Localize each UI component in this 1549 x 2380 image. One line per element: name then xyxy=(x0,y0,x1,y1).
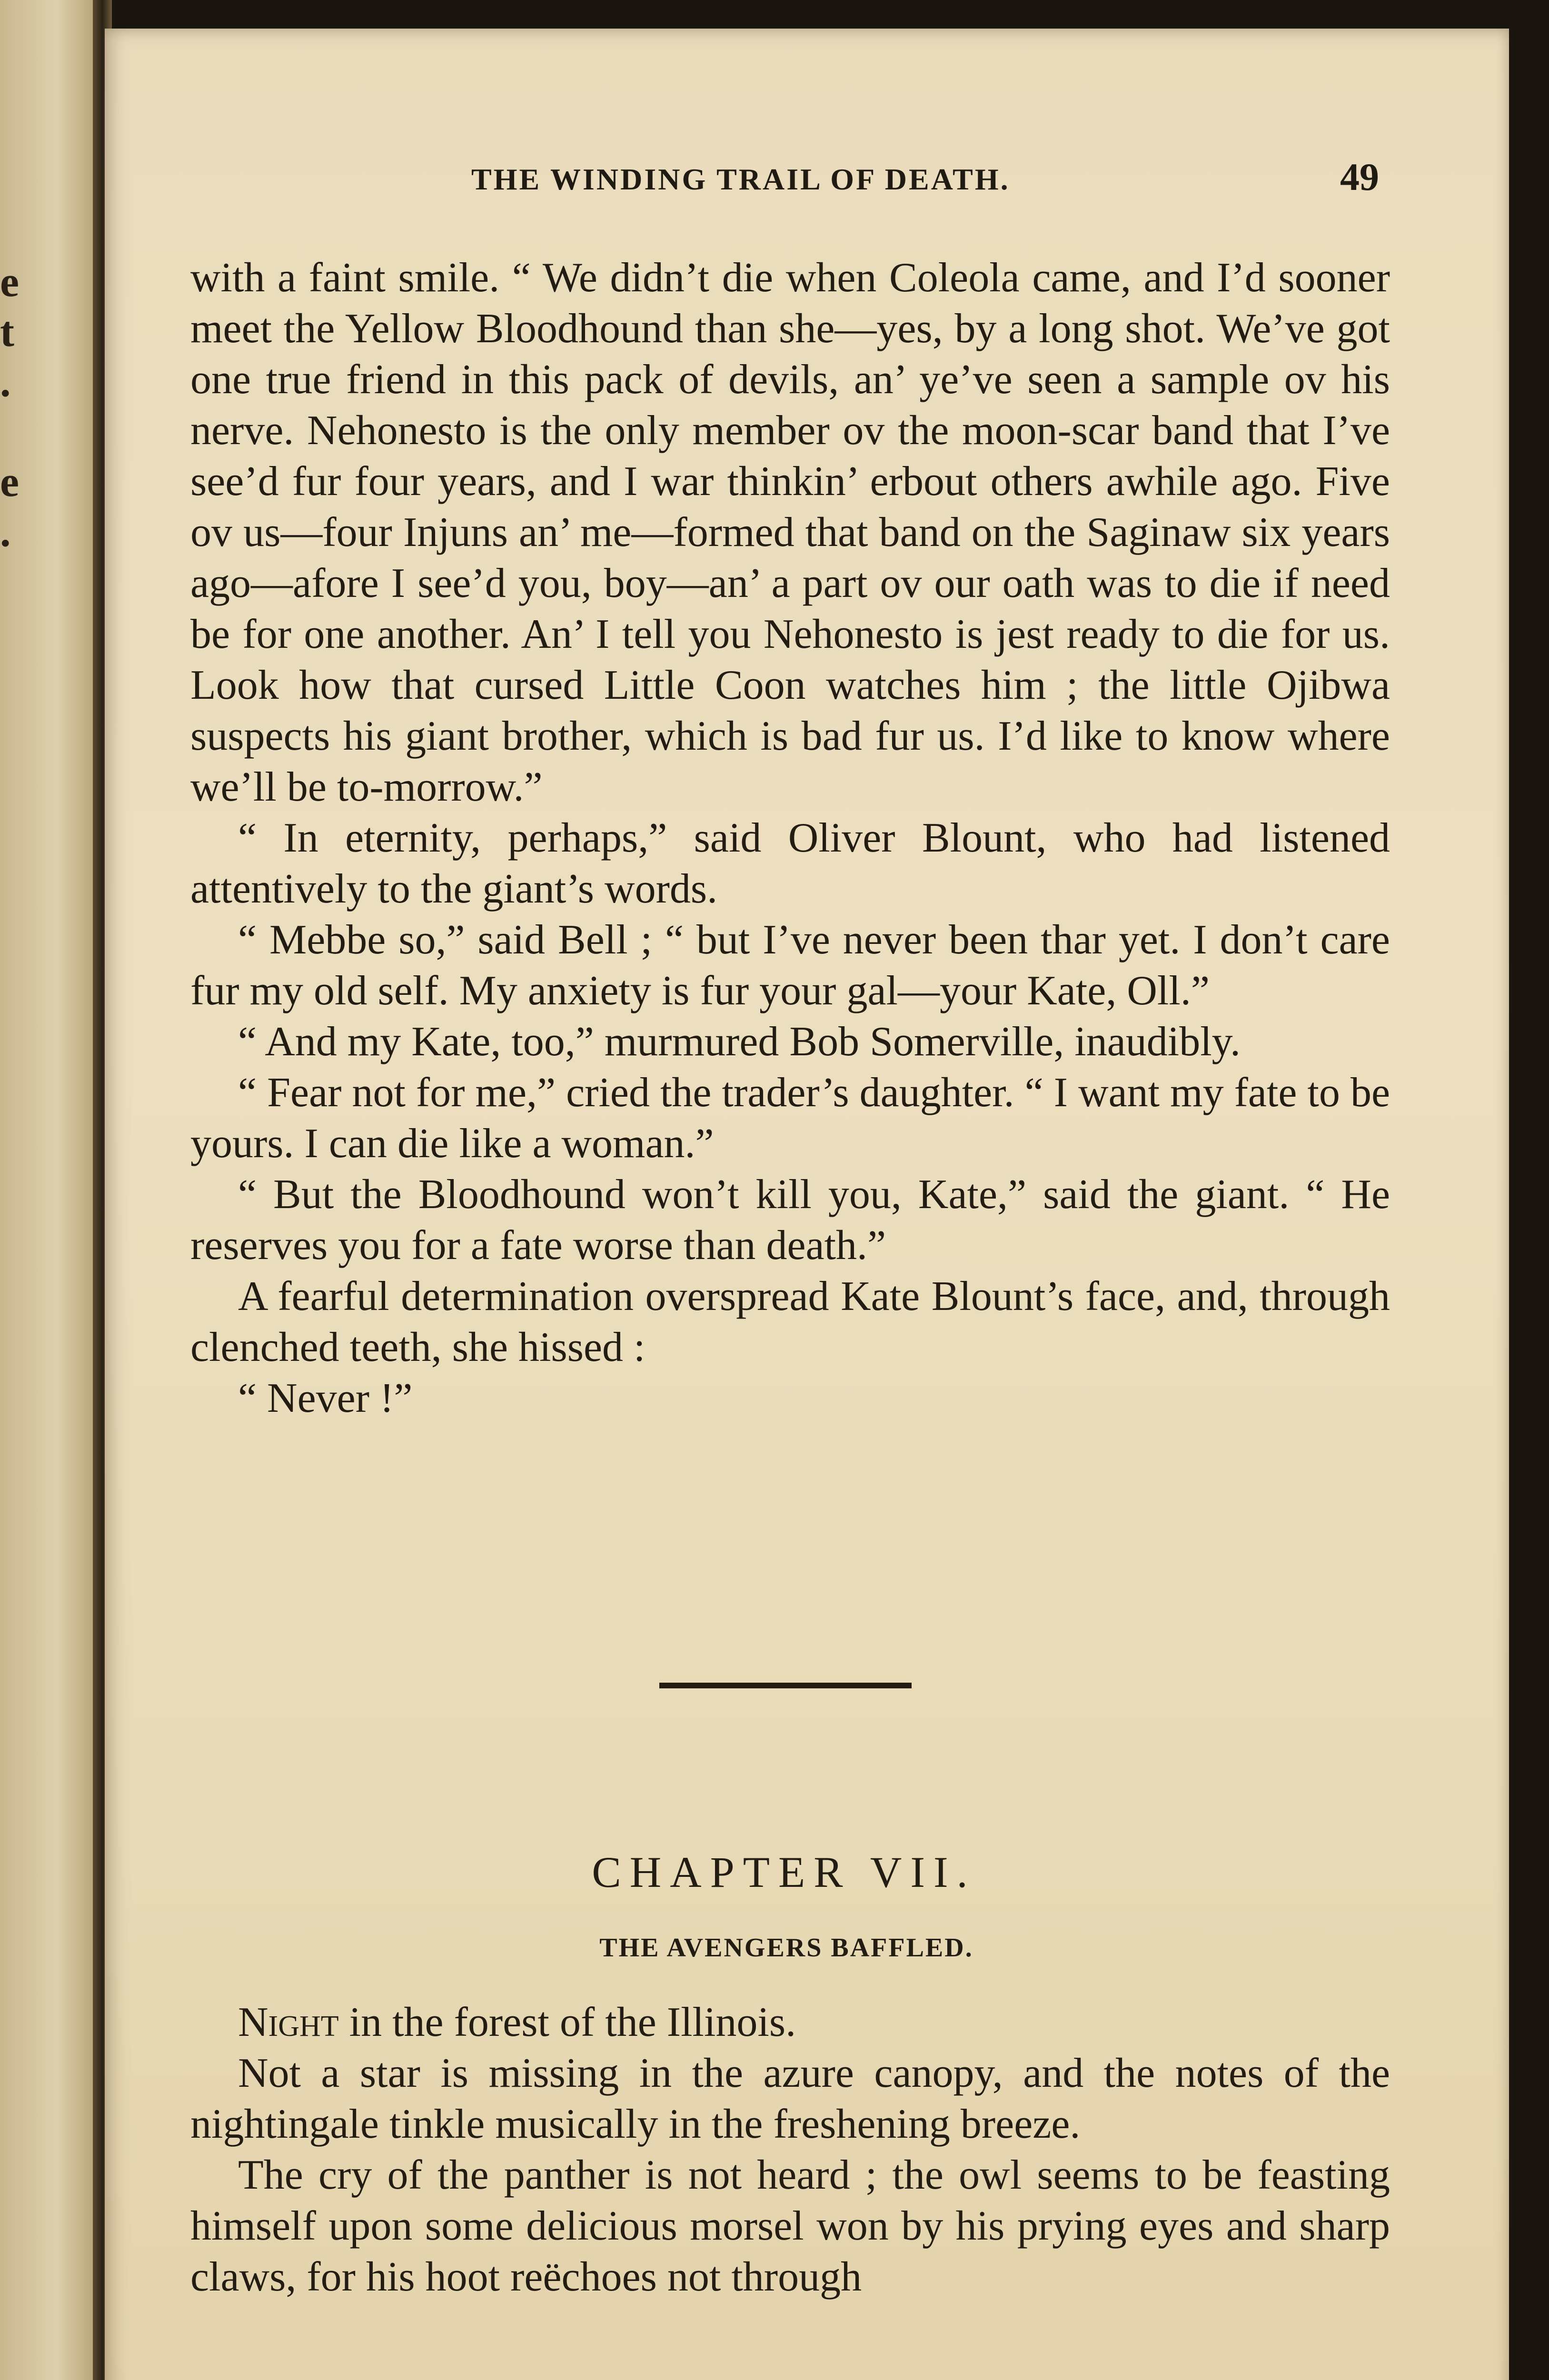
paragraph: “ Never !” xyxy=(238,1375,413,1421)
chapter-paragraph-text: in the forest of the Illinois. xyxy=(338,1999,796,2045)
chapter-opening-word: Night xyxy=(238,1999,339,2045)
paragraph: “ Mebbe so,” said Bell ; “ but I’ve never been thar yet. I don’t care fur my old self. My anxiety is fur your gal—your Kate, Oll.” xyxy=(190,917,1390,1014)
chapter-paragraph: Not a star is missing in the azure canopy, and the notes of the nightingale tinkle musically in the freshening breeze. xyxy=(190,2050,1390,2147)
paragraph: “ Fear not for me,” cried the trader’s daughter. “ I want my fate to be yours. I can die like a woman.” xyxy=(190,1070,1390,1167)
page-number: 49 xyxy=(1340,155,1379,198)
running-head: THE WINDING TRAIL OF DEATH. xyxy=(471,162,1010,196)
body-text xyxy=(190,252,1390,1424)
chapter-paragraph xyxy=(190,1997,1390,2048)
chapter-paragraph: The cry of the panther is not heard ; the owl seems to be feasting himself upon some delicious morsel won by his prying eyes and sharp claws, for his hoot reëchoes not through xyxy=(190,2152,1390,2300)
chapter-subtitle: THE AVENGERS BAFFLED. xyxy=(599,1933,973,1963)
paragraph: “ And my Kate, too,” murmured Bob Somerville, inaudibly. xyxy=(238,1019,1241,1065)
facing-page-edge xyxy=(0,0,102,2380)
paragraph: with a faint smile. “ We didn’t die when Coleola came, and I’d sooner meet the Yellow Bloodhound than she—yes, by a long shot. We’ve got one true friend in this pack of devils, an’ ye’ve seen a sample ov his nerve. Nehonesto is the only member ov the moon-scar band that I’ve see’d fur four years, and I war thinkin’ erbout others awhile ago. Five ov us—four Injuns an’ me—formed that band on the Saginaw six years ago—afore I see’d you, boy—an’ a part ov our oath was to die if need be for one another. An’ I tell you Nehonesto is jest ready to die for us. Look how that cursed Little Coon watches him ; the little Ojibwa suspects his giant brother, which is bad fur us. I’d like to know where we’ll be to-morrow.” xyxy=(190,255,1390,810)
paragraph: A fearful determination overspread Kate Blount’s face, and, through clenched teeth, she hissed : xyxy=(190,1273,1390,1370)
chapter-title: CHAPTER VII. xyxy=(592,1848,976,1896)
chapter-text xyxy=(190,1997,1390,2302)
section-divider-rule xyxy=(659,1683,912,1688)
paragraph: “ In eternity, perhaps,” said Oliver Blount, who had listened attentively to the giant’s words. xyxy=(190,815,1390,912)
paragraph: “ But the Bloodhound won’t kill you, Kate,” said the giant. “ He reserves you for a fate worse than death.” xyxy=(190,1171,1390,1269)
facing-page-text-fragment: e t . e . xyxy=(0,258,19,555)
